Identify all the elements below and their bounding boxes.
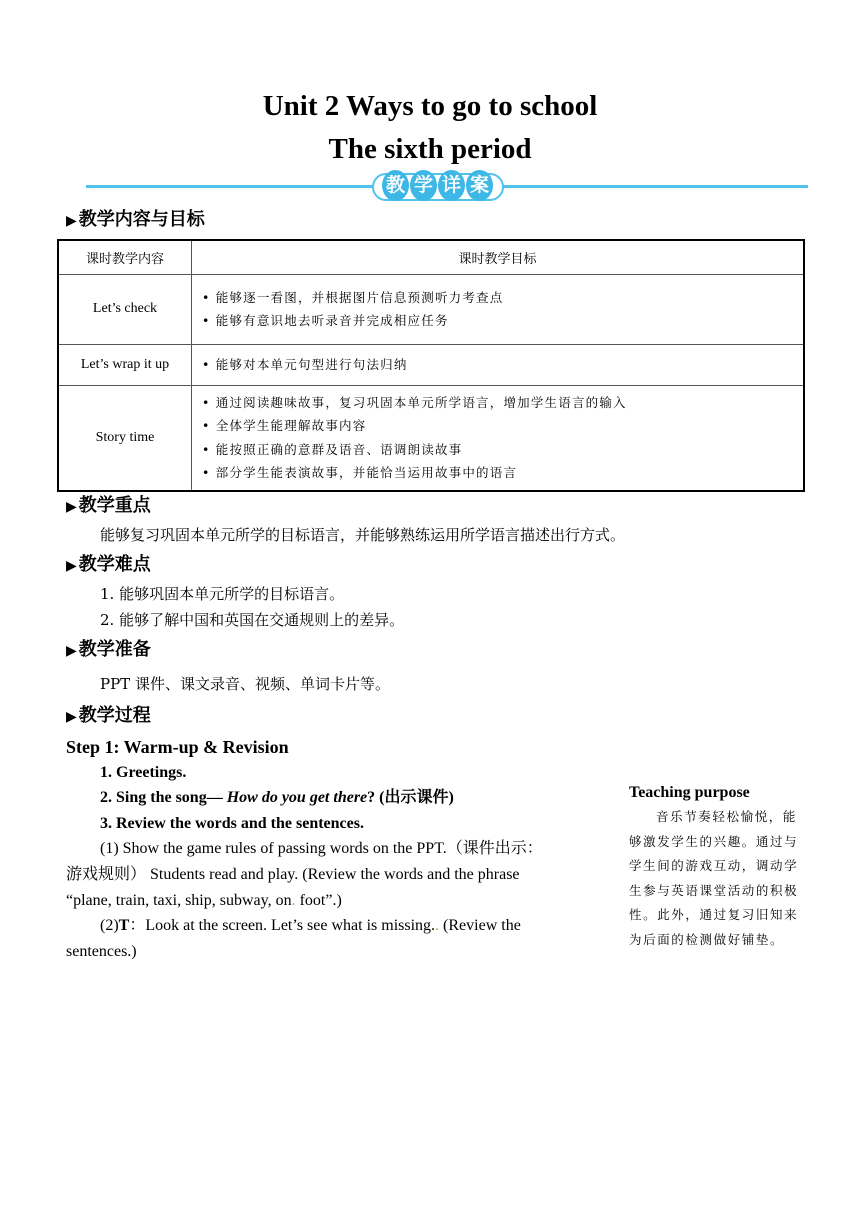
process-text-line: (2)T：Look at the screen. Let’s see what is missing.. (Review the <box>100 917 521 934</box>
table-header-cell: 课时教学内容 <box>58 240 192 274</box>
banner-line-right <box>502 185 808 188</box>
table-cell-content: Let’s wrap it up <box>58 344 192 385</box>
objectives-table <box>57 239 805 492</box>
sidebar-body: 音乐节奏轻松愉悦，能够激发学生的兴趣。通过与学生间的游戏互动，调动学生参与英语课堂活动的积极性。此外，通过复习旧知来为后面的检测做好铺垫。 <box>629 809 799 947</box>
process-item: 2. Sing the song— How do you get there? (出示课件) <box>100 789 454 806</box>
goal-item: • 能按照正确的意群及语音、语调朗读故事 <box>202 441 463 457</box>
banner-char: 案 <box>466 170 493 201</box>
table-cell-goals <box>192 274 805 344</box>
section-heading-content-goals: ▶ 教学内容与目标 <box>66 209 205 230</box>
table-cell-content: Story time <box>58 385 192 491</box>
table-row <box>58 385 804 491</box>
difficulty-item: 1. 能够巩固本单元所学的目标语言。 <box>100 585 345 603</box>
banner-char: 详 <box>438 170 465 201</box>
process-text-line: sentences.) <box>66 943 137 960</box>
process-item: 1. Greetings. <box>100 764 187 781</box>
process-text-line: (1) Show the game rules of passing words on the PPT.（课件出示： <box>100 840 543 857</box>
difficulty-item: 2. 能够了解中国和英国在交通规则上的差异。 <box>100 611 405 629</box>
table-cell-goals <box>192 385 805 491</box>
banner-char: 教 <box>382 170 409 201</box>
song-title: How do you get there <box>226 789 368 806</box>
page-title: Unit 2 Ways to go to school <box>262 90 598 122</box>
section-heading-difficulties: ▶ 教学难点 <box>66 554 151 575</box>
section-heading-key-points: ▶ 教学重点 <box>66 495 151 516</box>
sidebar-title: Teaching purpose <box>629 784 750 801</box>
goal-item: • 能够对本单元句型进行句法归纳 <box>202 356 408 372</box>
table-cell-content: Let’s check <box>58 274 192 344</box>
table-cell-goals <box>192 344 805 385</box>
goal-item: • 全体学生能理解故事内容 <box>202 418 367 434</box>
table-row <box>58 274 804 344</box>
triangle-icon: ▶ <box>66 499 77 515</box>
triangle-icon: ▶ <box>66 558 77 574</box>
table-header-row <box>58 240 804 274</box>
banner-char: 学 <box>410 170 437 201</box>
goal-item: • 通过阅读趣味故事，复习巩固本单元所学语言，增加学生语言的输入 <box>202 394 627 410</box>
table-row <box>58 344 804 385</box>
triangle-icon: ▶ <box>66 709 77 725</box>
process-text-line: “plane, train, taxi, ship, subway, on. foot”.) <box>66 892 342 909</box>
goal-item: • 部分学生能表演故事，并能恰当运用故事中的语言 <box>202 465 518 481</box>
banner-line-left <box>86 185 376 188</box>
page-subtitle: The sixth period <box>328 133 532 165</box>
process-item: 3. Review the words and the sentences. <box>100 815 364 832</box>
preparation-text: PPT 课件、课文录音、视频、单词卡片等。 <box>100 675 390 693</box>
step-title: Step 1: Warm-up & Revision <box>66 737 289 757</box>
banner-badge <box>382 170 493 201</box>
key-points-text: 能够复习巩固本单元所学的目标语言，并能够熟练运用所学语言描述出行方式。 <box>100 526 626 544</box>
table-header-cell: 课时教学目标 <box>192 240 805 274</box>
triangle-icon: ▶ <box>66 213 77 229</box>
mark-dot: . <box>291 892 296 909</box>
goal-item: • 能够逐一看图，并根据图片信息预测听力考查点 <box>202 289 504 305</box>
goal-item: • 能够有意识地去听录音并完成相应任务 <box>202 313 449 328</box>
process-text-line: 游戏规则） Students read and play. (Review the words and the phrase <box>66 866 520 883</box>
mark-dot: . <box>435 917 440 934</box>
section-heading-process: ▶ 教学过程 <box>66 705 151 726</box>
section-heading-preparation: ▶ 教学准备 <box>66 639 151 660</box>
triangle-icon: ▶ <box>66 643 77 659</box>
